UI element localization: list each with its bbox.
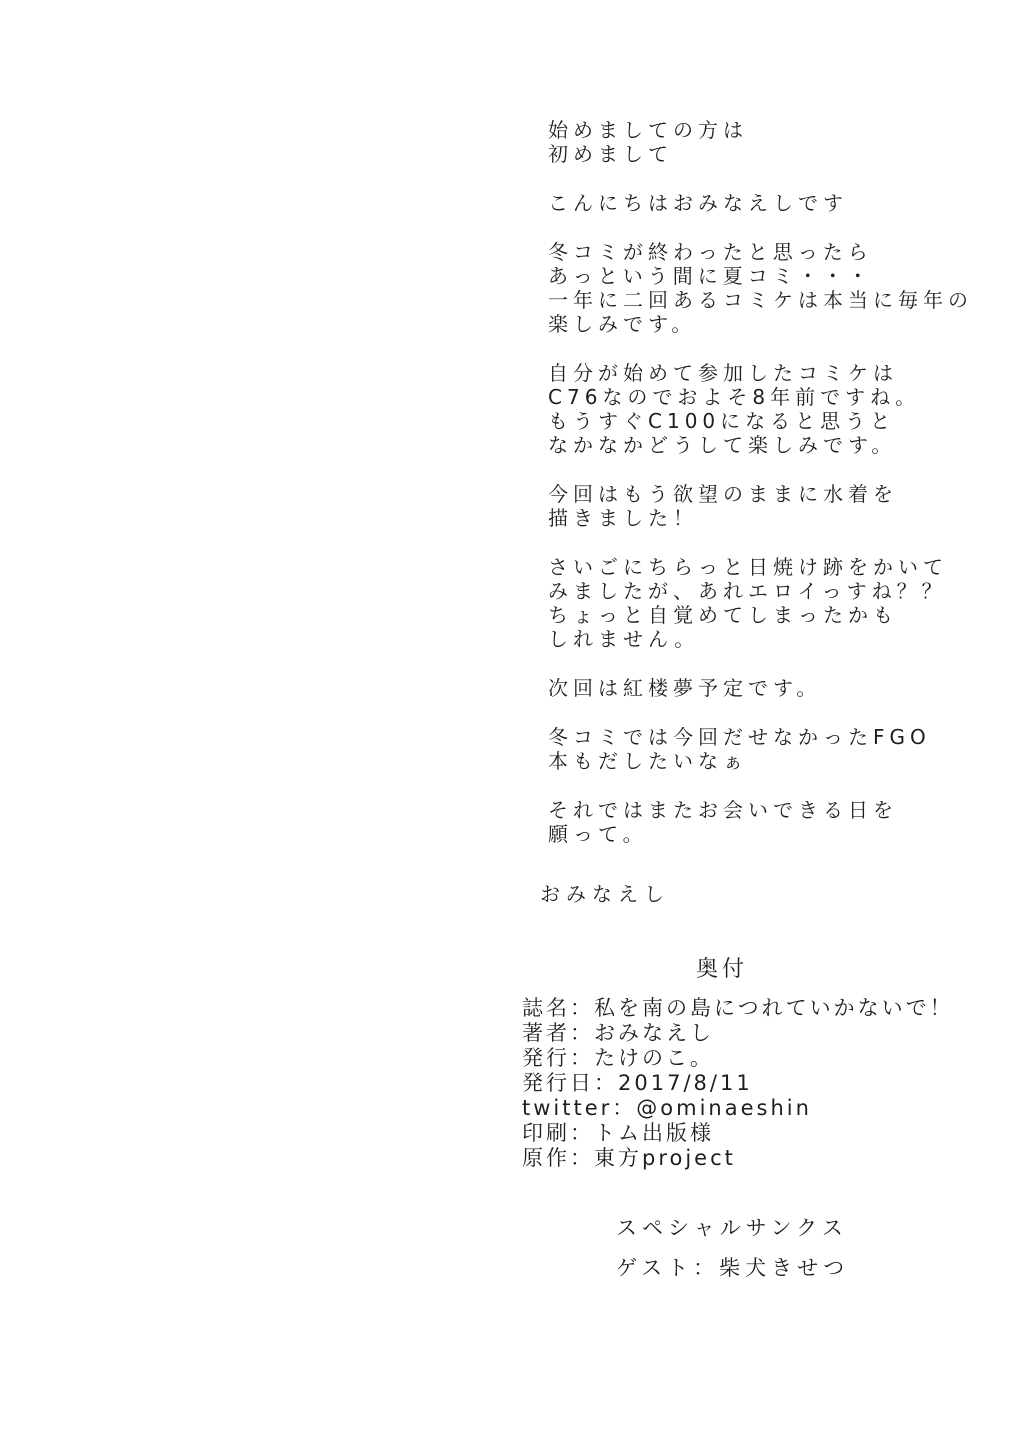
colophon-row-date [522,1071,992,1096]
colophon-key: twitter [522,1096,613,1120]
colophon-key: 発行 [522,1046,570,1070]
afterword-line: 今回はもう欲望のままに水着を [548,482,898,506]
colophon-separator: ： [570,1021,594,1045]
colophon-title: 奥付 [696,957,749,982]
colophon-key: 原作 [522,1146,570,1170]
afterword-line: こんにちはおみなえしです [548,191,848,215]
colophon-separator: ： [570,996,594,1020]
colophon-row-printer [522,1121,992,1146]
afterword-line: 願って。 [548,822,648,846]
colophon-value: 2017/8/11 [618,1071,753,1095]
afterword-line: あっという間に夏コミ・・・ [548,264,873,288]
afterword-paragraph [548,676,988,700]
colophon-row-original [522,1146,992,1171]
afterword-line: 始めましての方は [548,118,748,142]
afterword-line: 自分が始めて参加したコミケは [548,361,898,385]
afterword-line: ちょっと自覚めてしまったかも [548,603,898,627]
guest-name: 柴犬きせつ [719,1256,850,1280]
colophon-key: 誌名 [522,996,570,1020]
special-thanks-title: スペシャルサンクス [616,1216,848,1240]
afterword-line: 本もだしたいなぁ [548,749,748,773]
colophon [522,996,992,1171]
afterword-paragraph [548,725,988,773]
colophon-value: おみなえし [594,1021,714,1045]
afterword-line: 描きました！ [548,506,698,530]
guest-label: ゲスト [616,1256,694,1280]
colophon-key: 著者 [522,1021,570,1045]
colophon-value: 私を南の島につれていかないで！ [594,996,954,1020]
afterword-paragraph [548,482,988,530]
guest-separator: ： [693,1256,720,1280]
colophon-separator: ： [594,1071,618,1095]
colophon-separator: ： [612,1096,637,1120]
afterword [540,118,988,907]
colophon-separator: ： [570,1146,594,1170]
afterword-line: 冬コミが終わったと思ったら [548,240,873,264]
colophon-value: 東方project [594,1146,736,1170]
afterword-line: 初めまして [548,142,673,166]
afterword-line: 次回は紅楼夢予定です。 [548,676,822,700]
afterword-paragraph [548,361,988,457]
afterword-line: それではまたお会いできる日を [548,798,898,822]
colophon-value: @ominaeshin [636,1096,812,1120]
afterword-paragraph [548,118,988,166]
afterword-paragraph [548,798,988,846]
afterword-line: もうすぐC100になると思うと [548,409,896,433]
colophon-value: トム出版様 [594,1121,714,1145]
afterword-line: C76なのでおよそ8年前ですね。 [548,385,921,409]
afterword-line: 冬コミでは今回だせなかったFGO [548,725,931,749]
colophon-row-author [522,1021,992,1046]
colophon-row-publisher [522,1046,992,1071]
afterword-line: なかなかどうして楽しみです。 [548,433,897,457]
afterword-paragraph [548,555,988,651]
afterword-line: みましたが、あれエロイっすね？？ [548,579,947,603]
afterword-paragraph [548,240,988,336]
colophon-value: たけのこ。 [594,1046,714,1070]
afterword-paragraph [548,191,988,215]
afterword-line: 一年に二回あるコミケは本当に毎年の [548,288,973,312]
colophon-row-twitter [522,1096,992,1121]
colophon-separator: ： [570,1121,594,1145]
author-signature: おみなえし [540,882,670,906]
colophon-row-title [522,996,992,1021]
colophon-separator: ： [570,1046,594,1070]
afterword-line: 楽しみです。 [548,312,697,336]
afterword-line: さいごにちらっと日焼け跡をかいて [548,555,948,579]
guest-credit [616,1252,849,1282]
afterword-line: しれません。 [548,627,700,651]
colophon-key: 発行日 [522,1071,594,1095]
colophon-key: 印刷 [522,1121,570,1145]
